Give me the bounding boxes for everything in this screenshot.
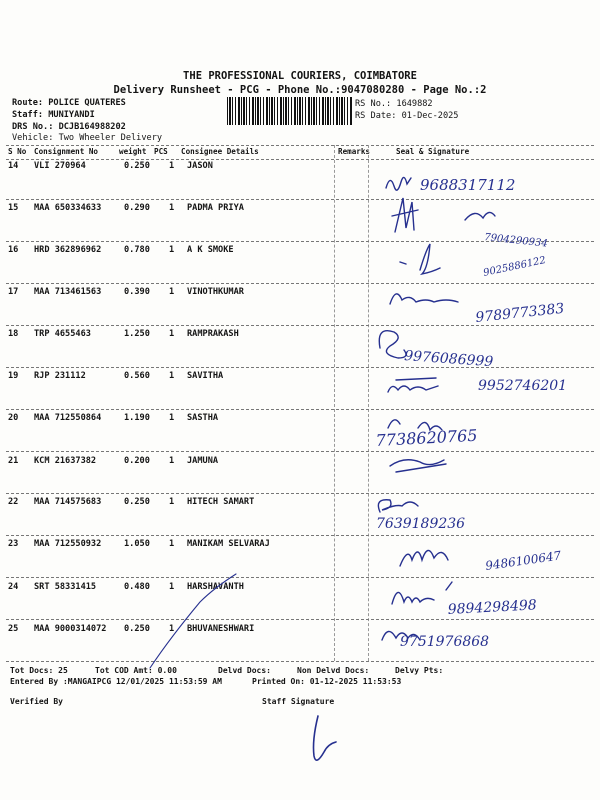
route-label: Route: POLICE QUATERES: [12, 98, 126, 108]
delivery-points: Delvy Pts:: [395, 666, 444, 675]
row-pcs: 1: [169, 203, 175, 213]
signature-scribble: [386, 177, 411, 190]
row-weight: 1.050: [124, 539, 150, 549]
col-weight: weight: [119, 147, 147, 156]
row-weight: 0.250: [124, 161, 150, 171]
row-consignee: BHUVANESHWARI: [187, 624, 255, 634]
signature-scribble: [379, 331, 406, 358]
total-docs: Tot Docs: 25: [10, 666, 68, 675]
row-pcs: 1: [169, 456, 175, 466]
row-weight: 0.250: [124, 624, 150, 634]
entered-by: Entered By :MANGAIPCG 12/01/2025 11:53:59 AM: [10, 677, 222, 686]
row-sno: 15: [8, 203, 19, 213]
row-consignee: HARSHAVANTH: [187, 582, 244, 592]
row-sno: 23: [8, 539, 19, 549]
handwritten-phone: 9952746201: [478, 378, 568, 394]
handwritten-phone: 9976086999: [403, 348, 494, 371]
col-consignee: Consignee Details: [181, 147, 259, 156]
row-consignee: VINOTHKUMAR: [187, 287, 244, 297]
signature-scribble: [465, 212, 495, 220]
strike-line: [150, 574, 236, 668]
row-pcs: 1: [169, 161, 175, 171]
total-cod: Tot COD Amt: 0.00: [95, 666, 177, 675]
row-weight: 0.780: [124, 245, 150, 255]
row-sno: 18: [8, 329, 19, 339]
row-sno: 17: [8, 287, 19, 297]
row-weight: 0.200: [124, 456, 150, 466]
col-sno: S No: [8, 147, 27, 156]
row-consignee: MANIKAM SELVARAJ: [187, 539, 270, 549]
row-sno: 20: [8, 413, 19, 423]
row-consignee: SASTHA: [187, 413, 219, 423]
handwritten-phone: 9751976868: [400, 634, 490, 650]
signature-scribble: [390, 294, 458, 304]
row-consignment: RJP 231112: [34, 371, 86, 381]
row-consignee: RAMPRAKASH: [187, 329, 239, 339]
drs-label: DRS No.: DCJB164988202: [12, 122, 126, 132]
printed-on: Printed On: 01-12-2025 11:53:53: [252, 677, 402, 686]
vehicle-label: Vehicle: Two Wheeler Delivery: [12, 133, 163, 143]
row-consignment: KCM 21637382: [34, 456, 97, 466]
row-sno: 14: [8, 161, 19, 171]
row-weight: 0.480: [124, 582, 150, 592]
row-sno: 24: [8, 582, 19, 592]
row-weight: 1.250: [124, 329, 150, 339]
row-pcs: 1: [169, 624, 175, 634]
handwritten-phone: 9894298498: [447, 597, 538, 618]
signature-scribble: [388, 378, 438, 392]
staff-signature-label: Staff Signature: [262, 697, 335, 706]
row-consignee: JASON: [187, 161, 213, 171]
row-consignment: MAA 713461563: [34, 287, 102, 297]
row-consignment: HRD 362896962: [34, 245, 102, 255]
handwritten-phone: 9688317112: [420, 176, 516, 194]
col-seal: Seal & Signature: [396, 147, 470, 156]
row-consignment: SRT 58331415: [34, 582, 97, 592]
row-sno: 22: [8, 497, 19, 507]
row-weight: 0.390: [124, 287, 150, 297]
row-consignment: TRP 4655463: [34, 329, 91, 339]
signature-scribble: [392, 198, 418, 232]
row-pcs: 1: [169, 539, 175, 549]
staff-signature-mark: [314, 716, 337, 760]
delivered-docs: Delvd Docs:: [218, 666, 271, 675]
row-consignee: PADMA PRIYA: [187, 203, 244, 213]
signature-scribble: [392, 582, 452, 604]
handwritten-phone: 9025886122: [482, 254, 547, 279]
row-consignment: MAA 650334633: [34, 203, 102, 213]
row-pcs: 1: [169, 413, 175, 423]
non-delivered-docs: Non Delvd Docs:: [297, 666, 370, 675]
handwritten-phone: 7639189236: [376, 516, 466, 532]
rs-date: RS Date: 01-Dec-2025: [355, 111, 459, 121]
row-weight: 0.290: [124, 203, 150, 213]
signature-scribble: [378, 500, 418, 512]
row-weight: 1.190: [124, 413, 150, 423]
row-consignee: HITECH SAMART: [187, 497, 255, 507]
row-pcs: 1: [169, 245, 175, 255]
signature-scribble: [400, 244, 440, 274]
handwritten-phone: 7738620765: [375, 425, 478, 450]
row-pcs: 1: [169, 582, 175, 592]
row-consignment: MAA 714575683: [34, 497, 102, 507]
row-pcs: 1: [169, 371, 175, 381]
row-pcs: 1: [169, 287, 175, 297]
row-sno: 19: [8, 371, 19, 381]
row-consignment: MAA 712550864: [34, 413, 102, 423]
document-subtitle: Delivery Runsheet - PCG - Phone No.:9047080280 - Page No.:2: [113, 84, 487, 96]
rs-number: RS No.: 1649882: [355, 99, 433, 109]
row-pcs: 1: [169, 329, 175, 339]
col-consignment: Consignment No: [34, 147, 99, 156]
col-remarks: Remarks: [338, 147, 371, 156]
handwritten-phone: 9789773383: [474, 300, 566, 326]
row-consignee: SAVITHA: [187, 371, 224, 381]
row-sno: 25: [8, 624, 19, 634]
staff-label: Staff: MUNIYANDI: [12, 110, 95, 120]
signature-scribble: [400, 550, 448, 566]
row-consignee: JAMUNA: [187, 456, 219, 466]
handwritten-phone: 7904290934: [483, 232, 549, 250]
document-title: THE PROFESSIONAL COURIERS, COIMBATORE: [183, 70, 417, 82]
row-weight: 0.560: [124, 371, 150, 381]
row-pcs: 1: [169, 497, 175, 507]
row-consignment: MAA 9000314072: [34, 624, 107, 634]
row-sno: 21: [8, 456, 19, 466]
row-sno: 16: [8, 245, 19, 255]
row-consignment: VLI 270964: [34, 161, 86, 171]
verified-by: Verified By: [10, 697, 63, 706]
col-pcs: PCS: [154, 147, 168, 156]
handwritten-phone: 9486100647: [484, 548, 563, 573]
row-weight: 0.250: [124, 497, 150, 507]
signature-scribble: [390, 460, 446, 472]
row-consignee: A K SMOKE: [187, 245, 234, 255]
row-consignment: MAA 712550932: [34, 539, 102, 549]
